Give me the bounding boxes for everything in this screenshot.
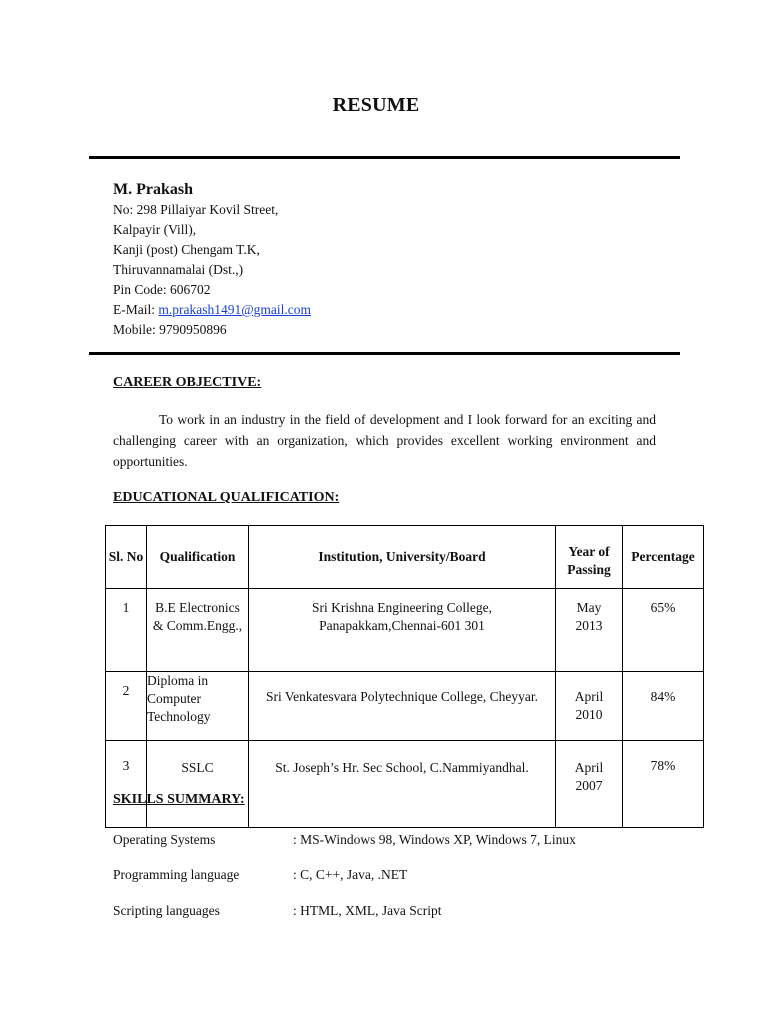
- skill-label: Programming language: [113, 867, 240, 882]
- year-cell: April 2007: [556, 741, 623, 828]
- skill-label: Operating Systems: [113, 832, 216, 847]
- table-row: [106, 589, 704, 672]
- column-header: Qualification: [147, 526, 249, 589]
- skill-label: Scripting languages: [113, 903, 220, 918]
- contact-block: [113, 180, 311, 340]
- candidate-name: M. Prakash: [113, 181, 193, 198]
- skill-value: : HTML, XML, Java Script: [293, 903, 442, 918]
- column-header: Institution, University/Board: [249, 526, 556, 589]
- mobile-value: 9790950896: [159, 322, 227, 337]
- percentage-cell: 78%: [623, 741, 704, 828]
- qualification-cell: B.E Electronics & Comm.Engg.,: [147, 589, 249, 672]
- column-header: Percentage: [623, 526, 704, 589]
- table-row: [106, 672, 704, 741]
- address-line-1: No: 298 Pillaiyar Kovil Street,: [113, 202, 279, 217]
- education-heading: EDUCATIONAL QUALIFICATION:: [113, 490, 340, 505]
- column-header: Year of Passing: [556, 526, 623, 589]
- year-cell: April 2010: [556, 672, 623, 741]
- page-title: RESUME: [332, 94, 420, 116]
- table-header-row: [106, 526, 704, 589]
- pincode-value: 606702: [170, 282, 211, 297]
- percentage-cell: 84%: [623, 672, 704, 741]
- skill-row: [113, 832, 576, 848]
- percentage-cell: 65%: [623, 589, 704, 672]
- career-objective-heading: CAREER OBJECTIVE:: [113, 375, 262, 390]
- skill-value: : C, C++, Java, .NET: [293, 867, 408, 882]
- mobile-line: [113, 320, 311, 340]
- sl-cell: 1: [106, 589, 147, 672]
- mobile-label: Mobile:: [113, 322, 160, 337]
- email-label: E-Mail:: [113, 302, 159, 317]
- skill-row: [113, 903, 441, 919]
- career-objective-text: To work in an industry in the field of development and I look forward for an exciting and challenging career with an organization, which provides excellent working environment and opportunities.: [113, 412, 656, 469]
- top-divider: [89, 156, 680, 159]
- pincode-line: [113, 280, 311, 300]
- contact-divider: [89, 352, 680, 355]
- skills-heading: SKILLS SUMMARY:: [113, 792, 245, 807]
- email-link[interactable]: m.prakash1491@gmail.com: [158, 302, 312, 317]
- skill-value: : MS-Windows 98, Windows XP, Windows 7, Linux: [293, 832, 576, 847]
- email-line: [113, 300, 311, 320]
- education-table: [105, 525, 704, 828]
- sl-cell: 2: [106, 672, 147, 741]
- column-header: Sl. No: [106, 526, 147, 589]
- address-line-3: Kanji (post) Chengam T.K,: [113, 242, 260, 257]
- pincode-label: Pin Code:: [113, 282, 171, 297]
- year-cell: May 2013: [556, 589, 623, 672]
- skill-row: [113, 867, 407, 883]
- institution-cell: Sri Venkatesvara Polytechnique College, Cheyyar.: [249, 672, 556, 741]
- institution-cell: Sri Krishna Engineering College, Panapakkam,Chennai-601 301: [249, 589, 556, 672]
- address-line-4: Thiruvannamalai (Dst.,): [113, 262, 244, 277]
- table-row: [106, 741, 704, 828]
- institution-cell: St. Joseph’s Hr. Sec School, C.Nammiyandhal.: [249, 741, 556, 828]
- qualification-cell: SSLC: [147, 741, 249, 828]
- sl-cell: 3: [106, 741, 147, 828]
- qualification-cell: Diploma in Computer Technology: [147, 672, 249, 741]
- address-line-2: Kalpayir (Vill),: [113, 222, 197, 237]
